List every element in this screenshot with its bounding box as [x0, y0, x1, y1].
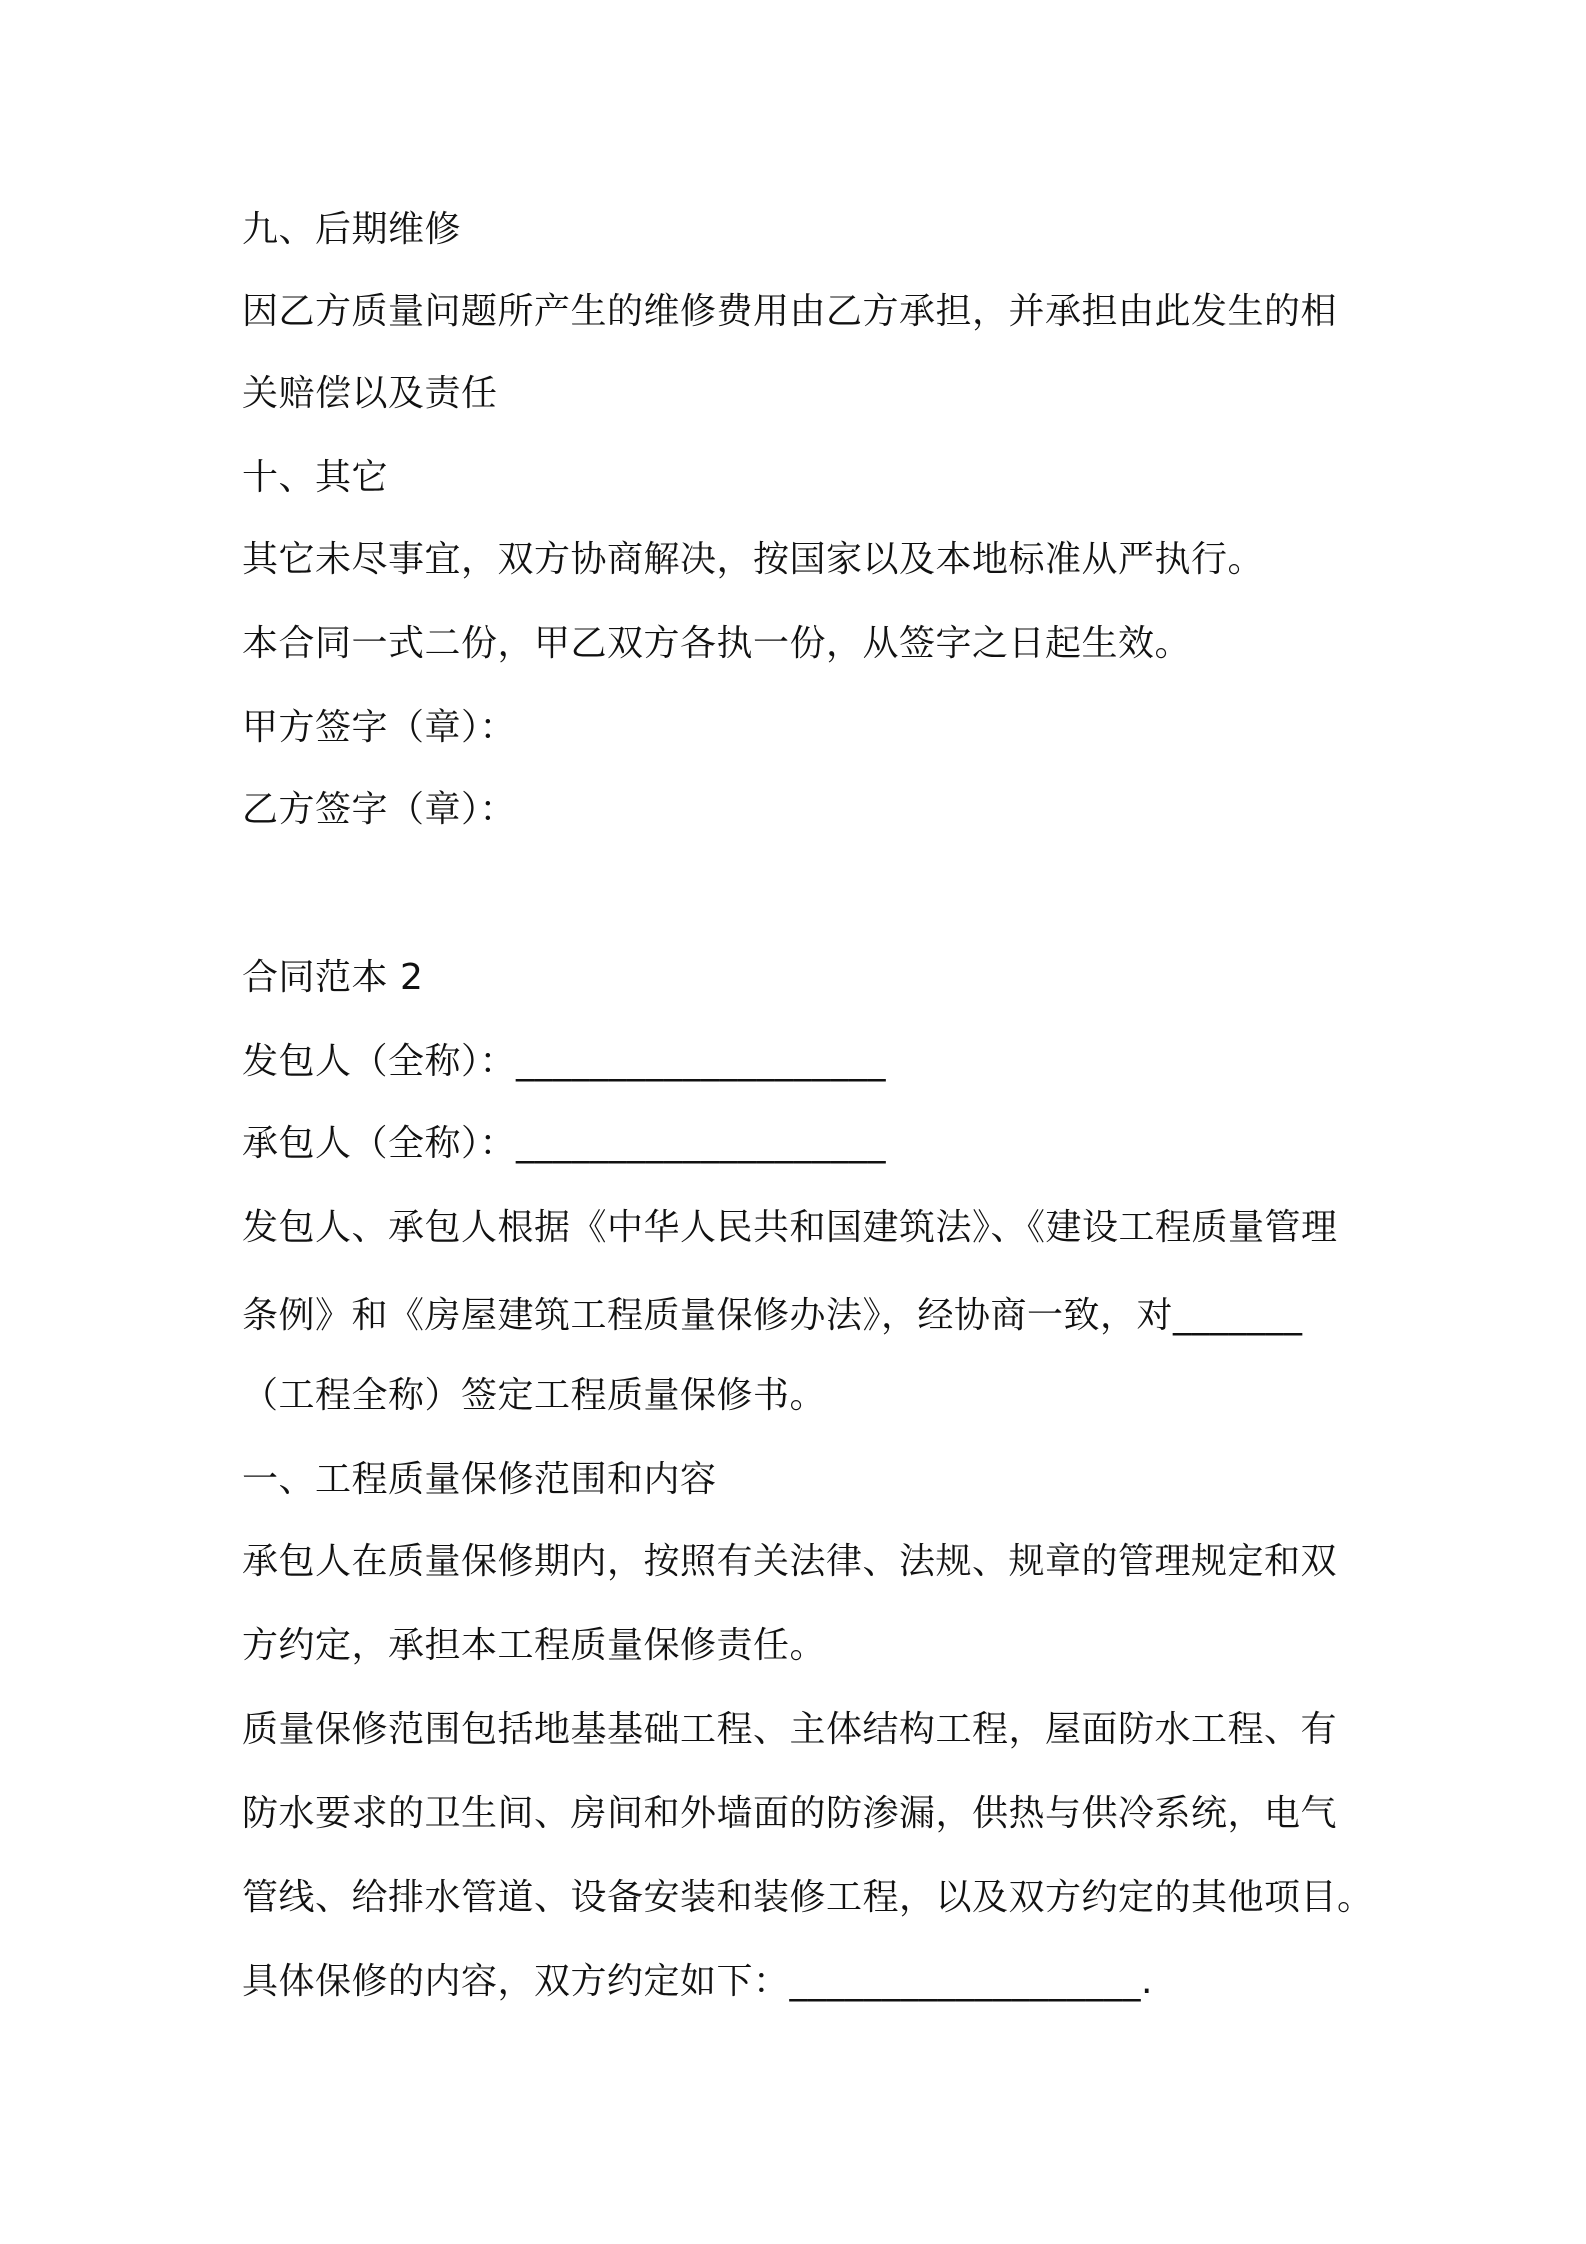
section-1-body-line: 质量保修范围包括地基基础工程、主体结构工程，屋面防水工程、有 — [242, 1709, 1338, 1750]
section-1-body-line: 承包人在质量保修期内，按照有关法律、法规、规章的管理规定和双 — [242, 1541, 1338, 1582]
section-1-body-line: 管线、给排水管道、设备安装和装修工程，以及双方约定的其他项目。 — [242, 1877, 1374, 1918]
template-2-title: 合同范本 2 — [242, 957, 424, 998]
section-9-body-line: 因乙方质量问题所产生的维修费用由乙方承担，并承担由此发生的相 — [242, 291, 1338, 332]
section-10-body-line: 其它未尽事宜，双方协商解决，按国家以及本地标准从严执行。 — [242, 539, 1265, 580]
section-10-body-line: 本合同一式二份，甲乙双方各执一份，从签字之日起生效。 — [242, 623, 1192, 664]
intro-line: 发包人、承包人根据《中华人民共和国建筑法》、《建设工程质量管理 — [242, 1207, 1338, 1248]
party-b-signature: 乙方签字（章）： — [242, 789, 517, 830]
section-10-heading: 十、其它 — [242, 457, 389, 498]
employer-field: 发包人（全称）：____________________ — [242, 1041, 887, 1082]
section-1-body-line: 具体保修的内容，双方约定如下：___________________. — [242, 1961, 1153, 2002]
section-9-heading: 九、后期维修 — [242, 209, 462, 250]
contractor-field: 承包人（全称）：____________________ — [242, 1123, 887, 1164]
section-9-body-line: 关赔偿以及责任 — [242, 373, 498, 414]
section-1-body-line: 方约定，承担本工程质量保修责任。 — [242, 1625, 827, 1666]
section-1-body-line: 防水要求的卫生间、房间和外墙面的防渗漏，供热与供冷系统，电气 — [242, 1793, 1338, 1834]
section-1-heading: 一、工程质量保修范围和内容 — [242, 1459, 717, 1500]
intro-line: 条例》和《房屋建筑工程质量保修办法》，经协商一致，对_______ — [242, 1295, 1303, 1336]
party-a-signature: 甲方签字（章）： — [242, 707, 517, 748]
intro-line: （工程全称）签定工程质量保修书。 — [242, 1375, 827, 1416]
